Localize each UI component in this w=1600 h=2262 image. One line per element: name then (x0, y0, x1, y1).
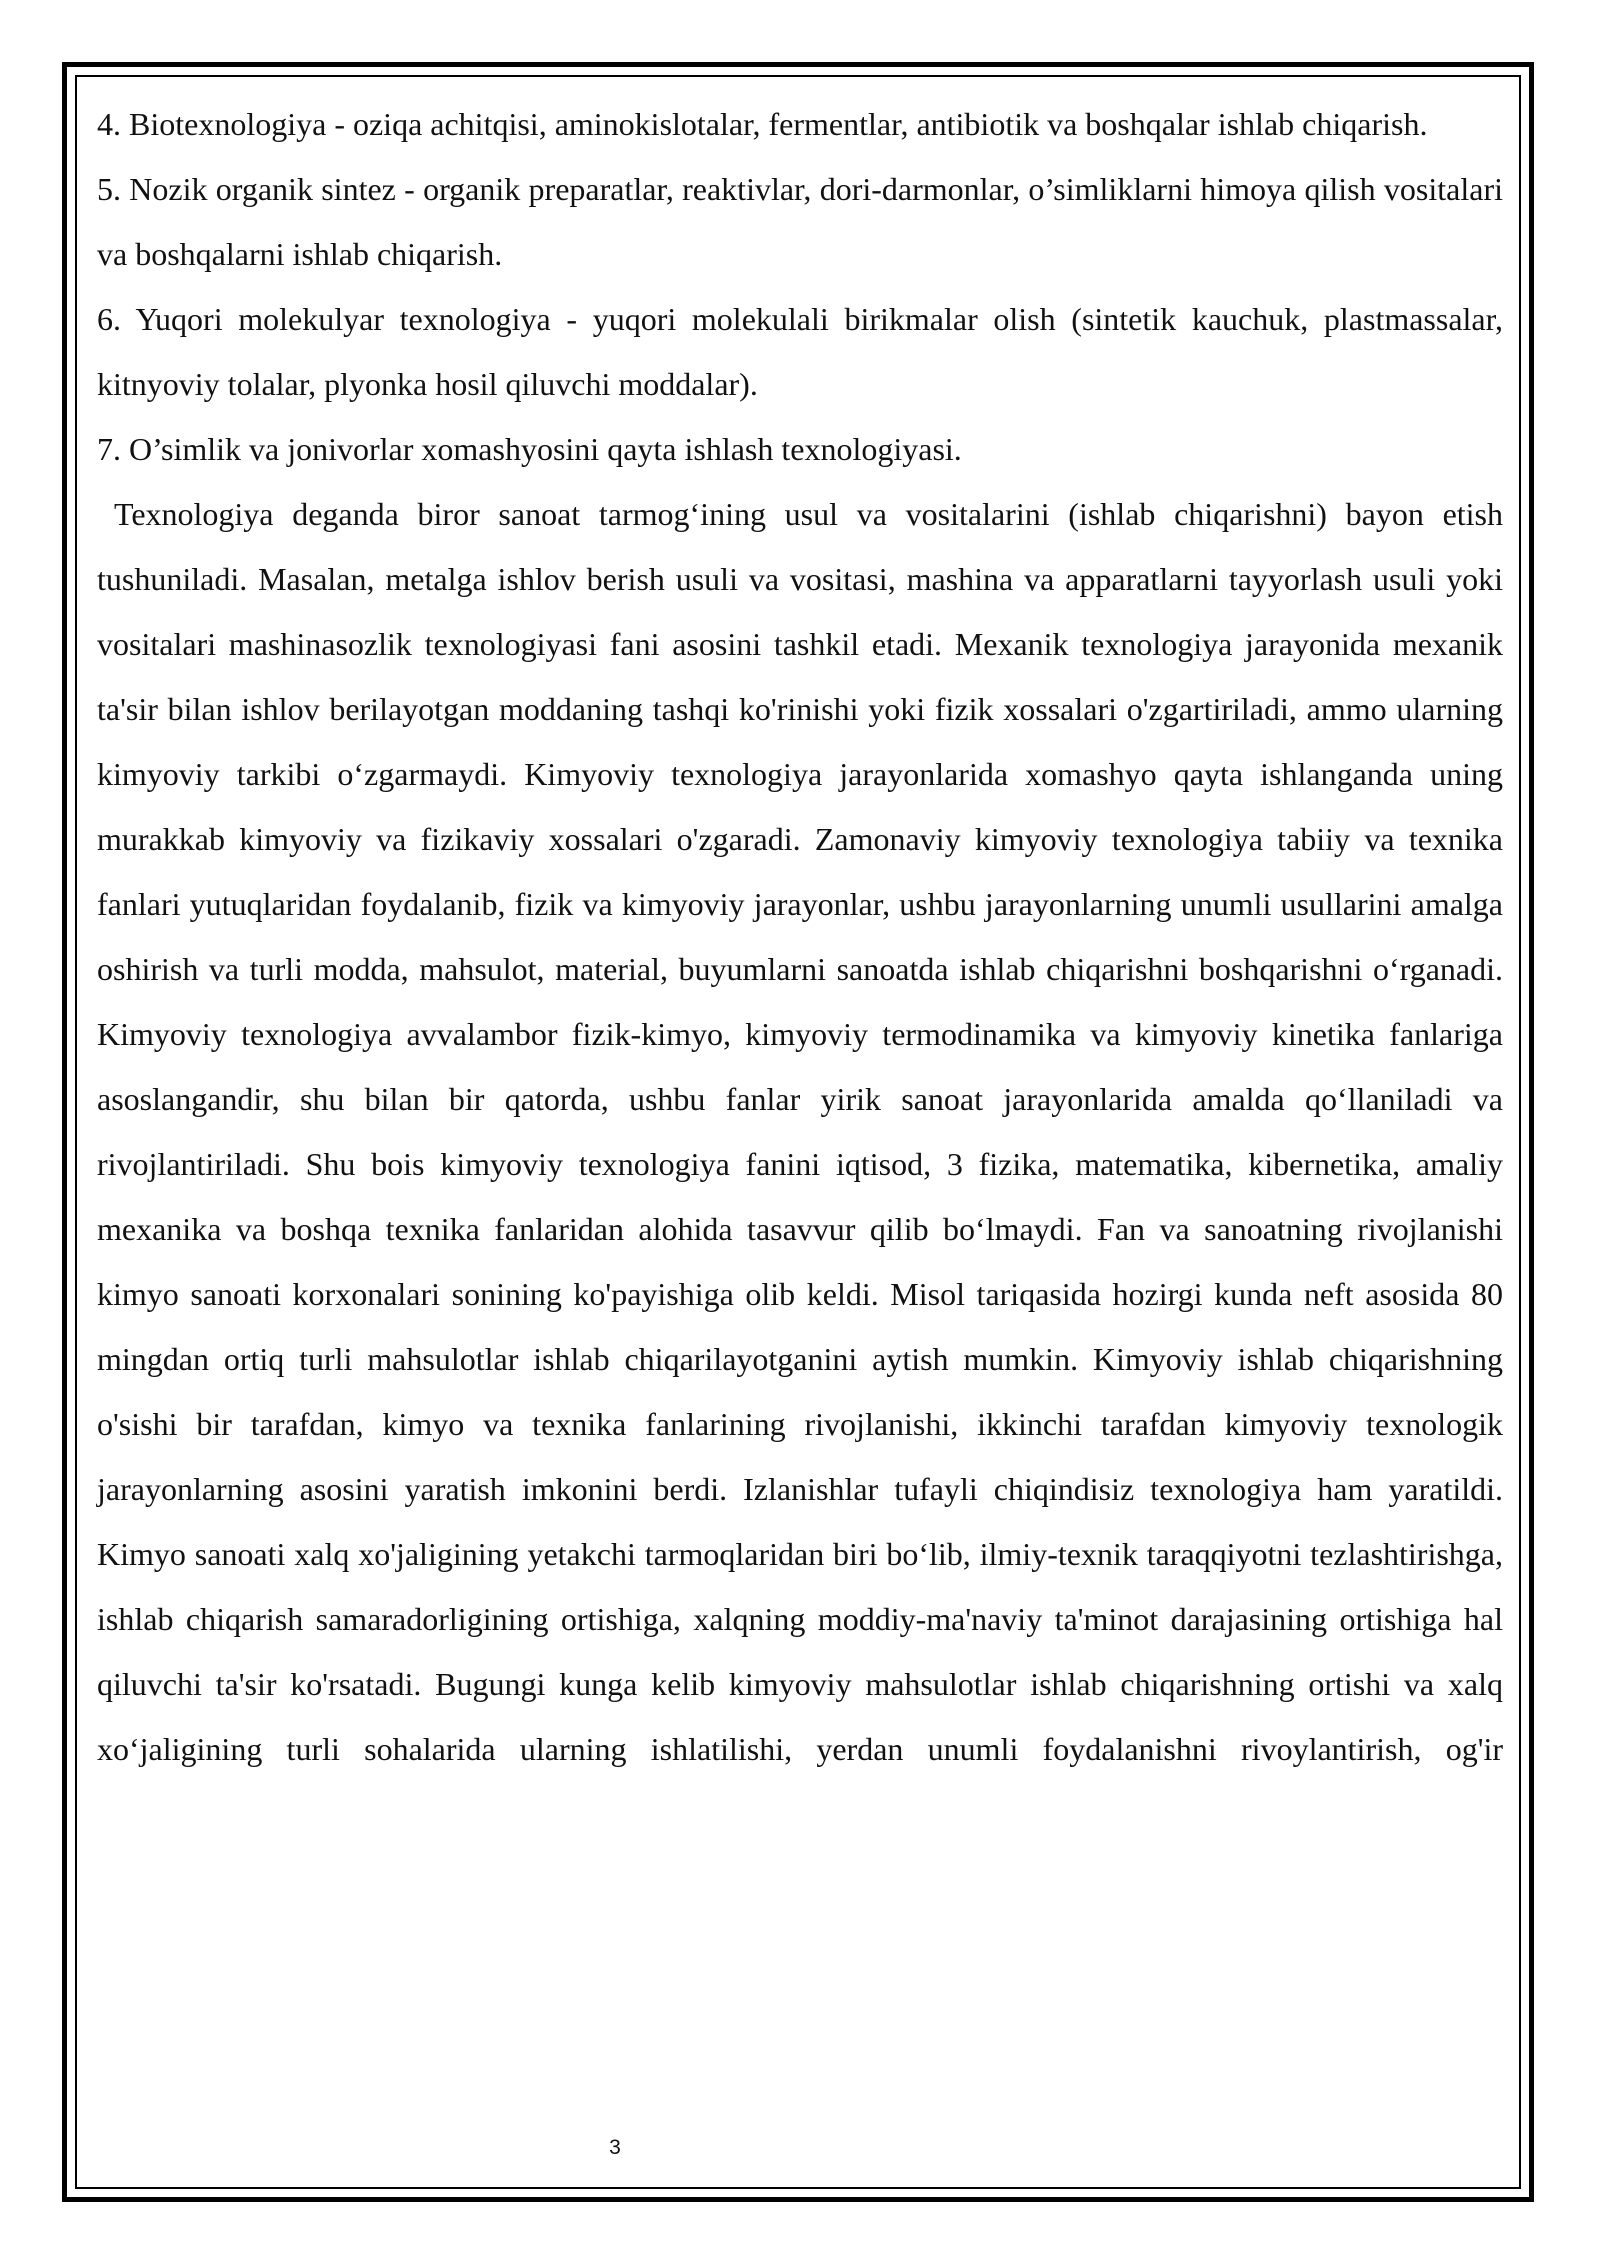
list-item-biotechnology: 4. Biotexnologiya - oziqa achitqisi, aminokislotalar, fermentlar, antibiotik va boshqalar ishlab chiqarish. (97, 106, 1428, 142)
list-item-organic-synthesis: 5. Nozik organik sintez - organik preparatlar, reaktivlar, dori-darmonlar, o’simliklarni himoya qilish vositalari va boshqalarni ishlab chiqarish. (97, 171, 1503, 272)
technology-paragraph: Texnologiya deganda biror sanoat tarmog‘ining usul va vositalarini (ishlab chiqarishni) bayon etish tushuniladi. Masalan, metalga ishlov berish usuli va vositasi, mashina va apparatlarni tayyorlash usuli yoki vositalari mashinasozlik texnologiyasi fani asosini tashkil etadi. Mexanik texnologiya jarayonida mexanik ta'sir bilan ishlov berilayotgan moddaning tashqi ko'rinishi yoki fizik xossalari o'zgartiriladi, ammo ularning kimyoviy tarkibi o‘zgarmaydi. Kimyoviy texnologiya jarayonlarida xomashyo qayta ishlanganda uning murakkab kimyoviy va fizikaviy xossalari o'zgaradi. Zamonaviy kimyoviy texnologiya tabiiy va texnika fanlari yutuqlaridan foydalanib, fizik va kimyoviy jarayonlar, ushbu jarayonlarning unumli usullarini amalga oshirish va turli modda, mahsulot, material, buyumlarni sanoatda ishlab chiqarishni boshqarishni o‘rganadi. Kimyoviy texnologiya avvalambor fizik-kimyo, kimyoviy termodinamika va kimyoviy kinetika fanlariga asoslangandir, shu bilan bir qatorda, ushbu fanlar yirik sanoat jarayonlarida amalda qo‘llaniladi va rivojlantiriladi. Shu bois kimyoviy texnologiya fanini iqtisod, 3 fizika, matematika, kibernetika, amaliy mexanika va boshqa texnika fanlaridan alohida tasavvur qilib bo‘lmaydi. Fan va sanoatning rivojlanishi kimyo sanoati korxonalari sonining ko'payishiga olib keldi. Misol tariqasida hozirgi kunda neft asosida 80 mingdan ortiq turli mahsulotlar ishlab chiqarilayotganini aytish mumkin. Kimyoviy ishlab chiqarishning o'sishi bir tarafdan, kimyo va texnika fanlarining rivojlanishi, ikkinchi tarafdan kimyoviy texnologik jarayonlarning asosini yaratish imkonini berdi. Izlanishlar tufayli chiqindisiz texnologiya ham yaratildi. Kimyo sanoati xalq xo'jaligining yetakchi tarmoqlaridan biri bo‘lib, ilmiy-texnik taraqqiyotni tezlashtirishga, ishlab chiqarish samaradorligining ortishiga, xalqning moddiy-ma'naviy ta'minot darajasining ortishiga hal qiluvchi ta'sir ko'rsatadi. Bugungi kunga kelib kimyoviy mahsulotlar ishlab chiqarishning ortishi va xalq xo‘jaligining turli sohalarida ularning ishlatilishi, yerdan unumli foydalanishni rivoylantirish, og'ir (97, 496, 1503, 1767)
page-number: 3 (609, 2136, 621, 2159)
list-item-raw-material-processing: 7. O’simlik va jonivorlar xomashyosini qayta ishlash texnologiyasi. (97, 431, 962, 467)
document-body (97, 92, 1503, 1782)
list-item-polymer-technology: 6. Yuqori molekulyar texnologiya - yuqori molekulali birikmalar olish (sintetik kauchuk, plastmassalar, kitnyoviy tolalar, plyonka hosil qiluvchi moddalar). (97, 301, 1503, 402)
